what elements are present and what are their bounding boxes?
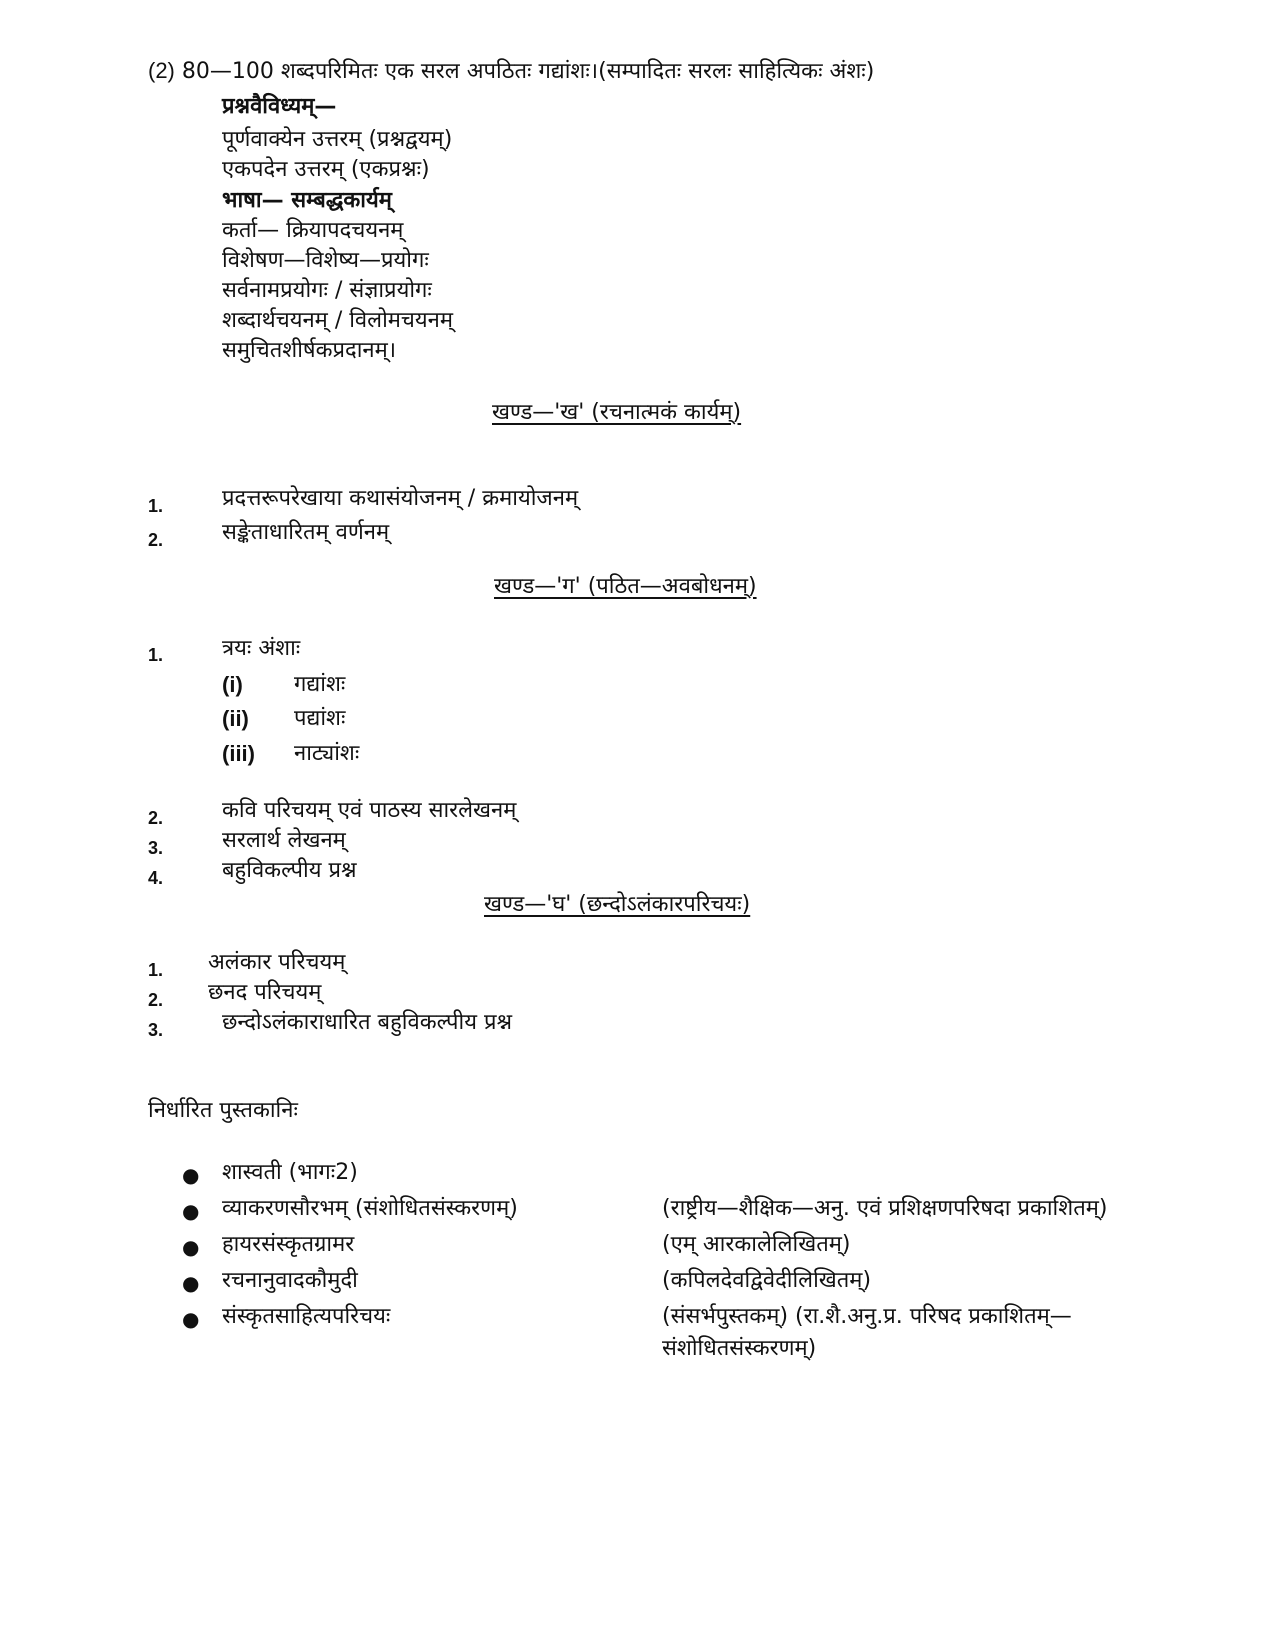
sub-number: (i) — [222, 672, 243, 697]
language-item: सर्वनामप्रयोगः / संज्ञाप्रयोगः — [222, 278, 432, 303]
section-ga-heading: खण्ड—'ग' (पठित—अवबोधनम्) — [494, 574, 757, 599]
language-item: कर्ता— क्रियापदचयनम् — [222, 218, 404, 243]
list-item: अलंकार परिचयम् — [208, 950, 346, 975]
bullet-icon: ● — [182, 1199, 200, 1223]
language-item: शब्दार्थचयनम् / विलोमचयनम् — [222, 308, 454, 333]
sub-number: (ii) — [222, 706, 249, 731]
list-item: प्रदत्तरूपरेखाया कथासंयोजनम् / क्रमायोजनम् — [222, 486, 579, 511]
list-number: 1. — [148, 645, 164, 665]
book-note: (राष्ट्रीय—शैक्षिक—अनु. एवं प्रशिक्षणपरिषदा प्रकाशितम्) — [662, 1196, 1108, 1221]
sub-item: गद्यांशः — [294, 672, 346, 697]
section-2-text: 80—100 शब्दपरिमितः एक सरल अपठितः गद्यांशः।(सम्पादितः सरलः साहित्यिकः अंशः) — [181, 59, 875, 84]
bullet-icon: ● — [182, 1271, 200, 1295]
section-gha-heading: खण्ड—'घ' (छन्दोऽलंकारपरिचयः) — [484, 892, 751, 917]
variety-item: पूर्णवाक्येन उत्तरम् (प्रश्नद्वयम्) — [222, 127, 453, 152]
book-title: शास्वती (भागः2) — [222, 1160, 358, 1185]
book-note: (कपिलदेवद्विवेदीलिखितम्) — [662, 1268, 872, 1293]
sub-item: पद्यांशः — [294, 706, 346, 731]
list-item: कवि परिचयम् एवं पाठस्य सारलेखनम् — [222, 798, 517, 823]
bullet-icon: ● — [182, 1307, 200, 1331]
list-number: 3. — [148, 1020, 164, 1040]
book-note: (संसर्भपुस्तकम्) (रा.शै.अनु.प्र. परिषद प्रकाशितम्— — [662, 1304, 1072, 1329]
book-title: हायरसंस्कृतग्रामर — [222, 1232, 355, 1257]
book-title: संस्कृतसाहित्यपरिचयः — [222, 1304, 391, 1329]
list-item: सरलार्थ लेखनम् — [222, 828, 346, 853]
language-heading: भाषा— सम्बद्धकार्यम् — [222, 188, 392, 213]
books-heading: निर्धारित पुस्तकानिः — [148, 1098, 298, 1123]
book-title: व्याकरणसौरभम् (संशोधितसंस्करणम्) — [222, 1196, 518, 1221]
section-2-line — [148, 58, 874, 85]
list-number: 4. — [148, 868, 164, 888]
list-number: 3. — [148, 838, 164, 858]
list-item: छनद परिचयम् — [208, 980, 322, 1005]
list-number: 2. — [148, 990, 164, 1010]
language-item: विशेषण—विशेष्य—प्रयोगः — [222, 248, 429, 273]
language-item: समुचितशीर्षकप्रदानम्। — [222, 338, 397, 363]
list-item: छन्दोऽलंकाराधारित बहुविकल्पीय प्रश्न — [222, 1010, 513, 1035]
sub-number: (iii) — [222, 741, 255, 766]
variety-heading: प्रश्नवैविध्यम्— — [222, 94, 337, 119]
list-number: 1. — [148, 496, 164, 516]
book-title: रचनानुवादकौमुदी — [222, 1268, 358, 1293]
book-note: (एम् आरकालेलिखितम्) — [662, 1232, 851, 1257]
sub-item: नाट्यांशः — [294, 741, 360, 766]
list-number: 2. — [148, 808, 164, 828]
variety-item: एकपदेन उत्तरम् (एकप्रश्नः) — [222, 157, 430, 182]
section-2-number: (2) — [148, 58, 175, 83]
book-note: संशोधितसंस्करणम्) — [662, 1336, 817, 1361]
list-item: सङ्केताधारितम् वर्णनम् — [222, 520, 390, 545]
list-number: 1. — [148, 960, 164, 980]
list-item: त्रयः अंशाः — [222, 636, 301, 661]
list-number: 2. — [148, 530, 164, 550]
bullet-icon: ● — [182, 1163, 200, 1187]
list-item: बहुविकल्पीय प्रश्न — [222, 858, 357, 883]
bullet-icon: ● — [182, 1235, 200, 1259]
section-kha-heading: खण्ड—'ख' (रचनात्मकं कार्यम्) — [492, 400, 742, 425]
